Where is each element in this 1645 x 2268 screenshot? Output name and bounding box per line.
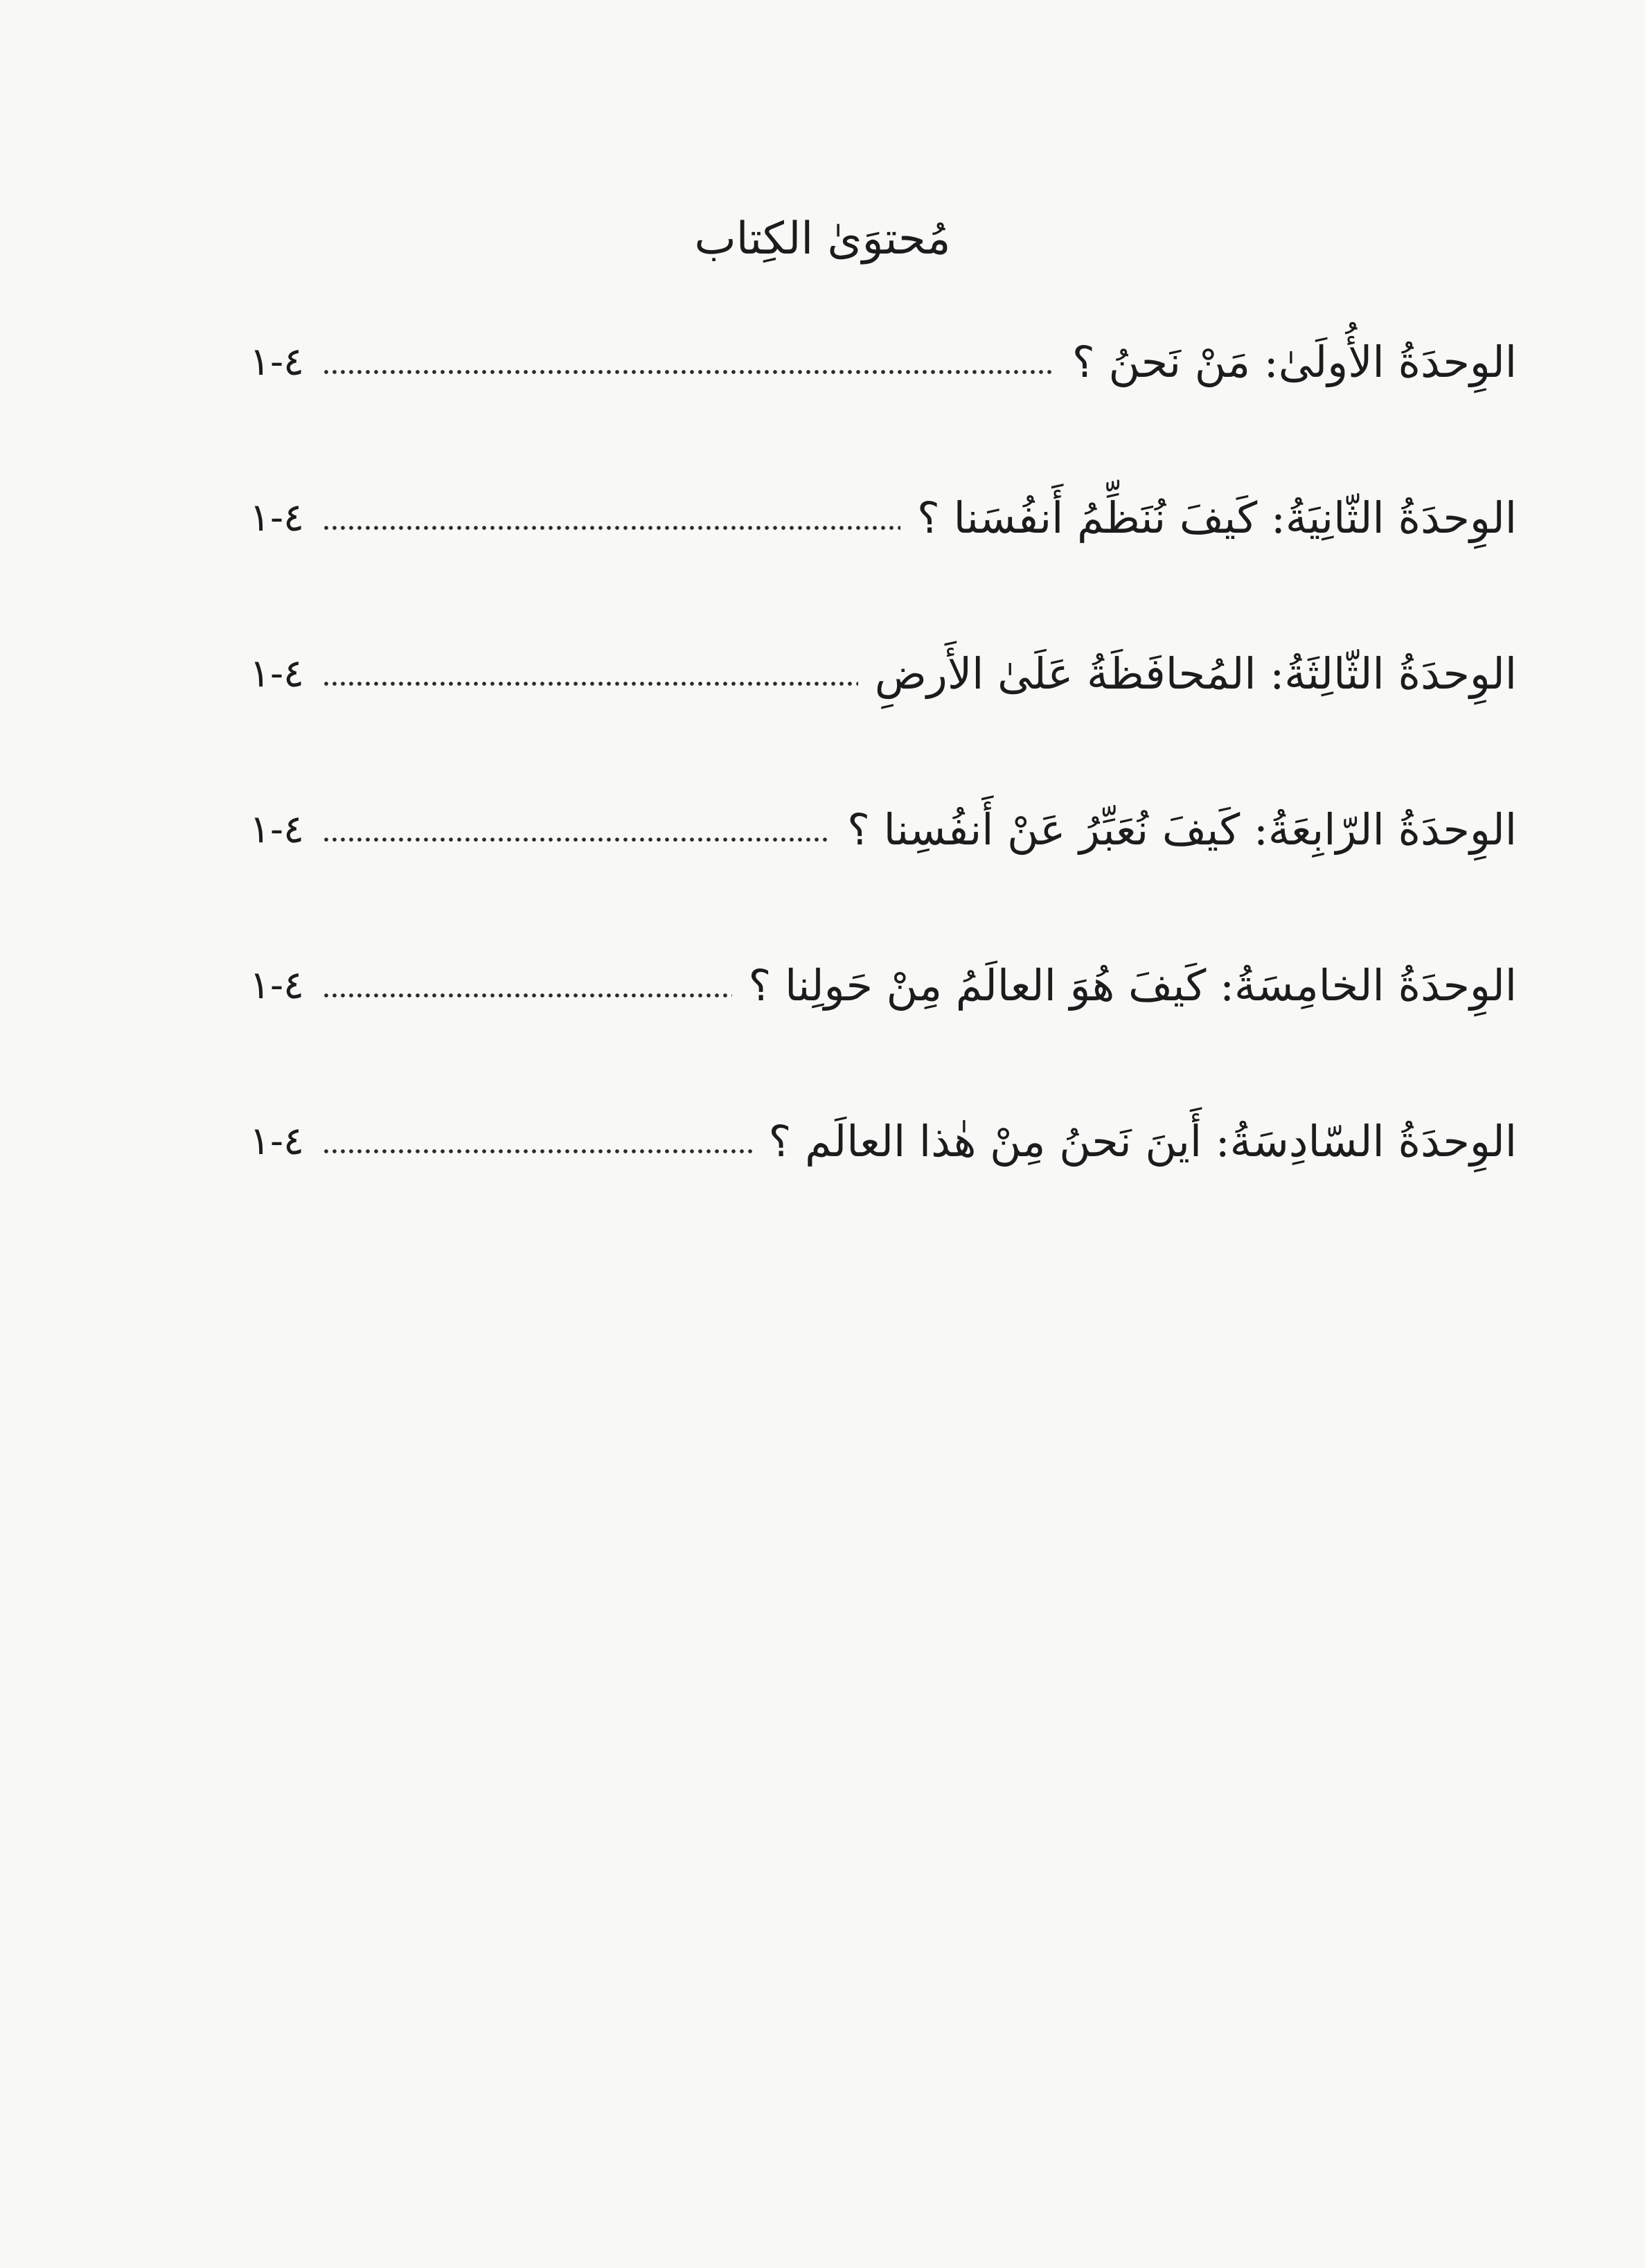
toc-entry-2 [249, 440, 1517, 596]
dot-leader [322, 1146, 752, 1157]
page-title: مُحتوَىٰ الكِتاب [694, 213, 951, 265]
toc-entry-pages: ٤-١ [249, 650, 305, 696]
toc-entry-4 [249, 752, 1517, 907]
toc-entry-pages: ٤-١ [249, 1118, 305, 1164]
toc-entry-title: الوِحدَةُ الخامِسَةُ: كَيفَ هُوَ العالَمُ مِنْ حَولِنا ؟ [748, 959, 1517, 1011]
toc-entry-6 [249, 1063, 1517, 1219]
toc-entry-title: الوِحدَةُ السّادِسَةُ: أَينَ نَحنُ مِنْ هٰذا العالَم ؟ [768, 1115, 1517, 1167]
toc-entry-title: الوِحدَةُ الثّالِثَةُ: المُحافَظَةُ عَلَىٰ الأَرضِ [874, 648, 1517, 699]
dot-leader [322, 834, 830, 845]
toc-entry-pages: ٤-١ [249, 962, 305, 1008]
toc-entry-pages: ٤-١ [249, 339, 305, 384]
toc-entry-pages: ٤-١ [249, 495, 305, 540]
toc-entry-3 [249, 596, 1517, 752]
dot-leader [322, 990, 731, 1001]
dot-leader [322, 522, 900, 533]
dot-leader [322, 366, 1056, 378]
toc-entry-title: الوِحدَةُ الرّابِعَةُ: كَيفَ نُعَبِّرُ عَنْ أَنفُسِنا ؟ [847, 804, 1517, 855]
toc-entry-title: الوِحدَةُ الأُولَىٰ: مَنْ نَحنُ ؟ [1072, 336, 1517, 387]
toc-entry-title: الوِحدَةُ الثّانِيَةُ: كَيفَ نُنَظِّمُ أَنفُسَنا ؟ [916, 492, 1517, 543]
toc-entry-pages: ٤-١ [249, 806, 305, 852]
toc-entry-1 [249, 284, 1517, 440]
toc-entry-5 [249, 907, 1517, 1063]
dot-leader [322, 678, 858, 689]
table-of-contents [249, 284, 1517, 1219]
